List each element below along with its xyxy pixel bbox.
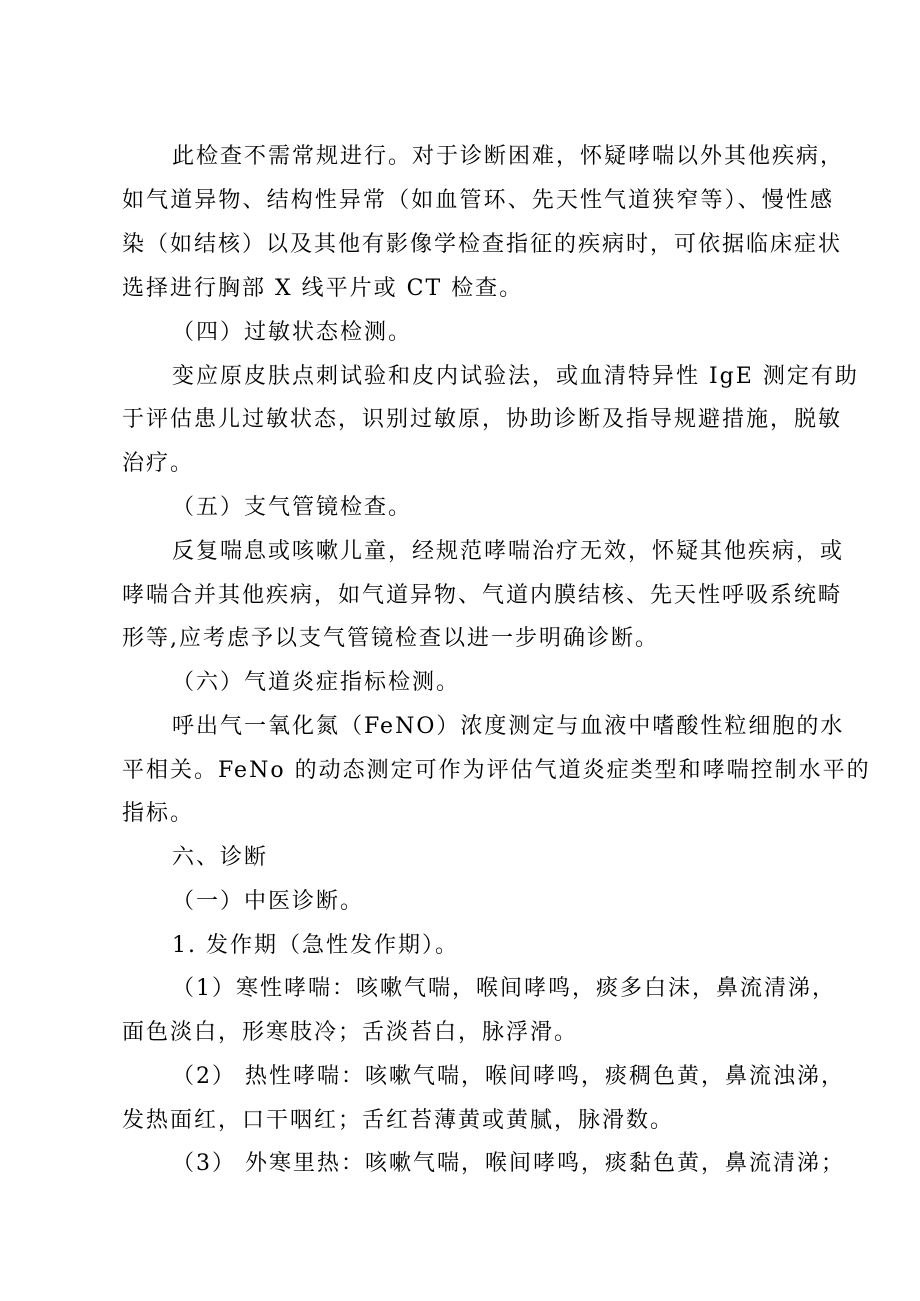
paragraph-line: （3） 外寒里热：咳嗽气喘，喉间哮鸣，痰黏色黄，鼻流清涕； [172, 1151, 845, 1176]
paragraph-line: 染（如结核）以及其他有影像学检查指征的疾病时，可依据临床症状 [122, 232, 843, 257]
paragraph-line: （2） 热性哮喘：咳嗽气喘，喉间哮鸣，痰稠色黄，鼻流浊涕， [172, 1064, 845, 1089]
paragraph-line: （1）寒性哮喘：咳嗽气喘，喉间哮鸣，痰多白沫，鼻流清涕， [172, 976, 836, 1001]
paragraph-line: 面色淡白，形寒肢冷；舌淡苔白，脉浮滑。 [122, 1020, 579, 1045]
paragraph-line: 呼出气一氧化氮（FeNO）浓度测定与血液中嗜酸性粒细胞的水 [172, 714, 845, 739]
chapter-heading: 六、诊断 [172, 845, 269, 870]
paragraph-line: 平相关。FeNo 的动态测定可作为评估气道炎症类型和哮喘控制水平的 [122, 758, 871, 783]
paragraph-line: 形等,应考虑予以支气管镜检查以进一步明确诊断。 [122, 626, 659, 651]
paragraph-line: 变应原皮肤点刺试验和皮内试验法，或血清特异性 IgE 测定有助 [172, 364, 859, 389]
section-heading: （一）中医诊断。 [172, 889, 365, 914]
subsection-heading: 1. 发作期（急性发作期）。 [172, 933, 459, 958]
paragraph-line: 于评估患儿过敏状态，识别过敏原，协助诊断及指导规避措施，脱敏 [122, 407, 843, 432]
paragraph-line: 如气道异物、结构性异常（如血管环、先天性气道狭窄等）、慢性感 [122, 188, 834, 213]
section-heading: （四）过敏状态检测。 [172, 320, 413, 345]
paragraph-line: 发热面红，口干咽红；舌红苔薄黄或黄腻，脉滑数。 [122, 1108, 675, 1133]
paragraph-line: 此检查不需常规进行。对于诊断困难，怀疑哮喘以外其他疾病， [172, 144, 845, 169]
paragraph-line: 治疗。 [122, 451, 195, 476]
section-heading: （六）气道炎症指标检测。 [172, 670, 461, 695]
paragraph-line: 哮喘合并其他疾病，如气道异物、气道内膜结核、先天性呼吸系统畸 [122, 583, 843, 608]
paragraph-line: 选择进行胸部 X 线平片或 CT 检查。 [122, 276, 524, 301]
paragraph-line: 反复喘息或咳嗽儿童，经规范哮喘治疗无效，怀疑其他疾病，或 [172, 539, 845, 564]
paragraph-line: 指标。 [122, 801, 195, 826]
section-heading: （五）支气管镜检查。 [172, 495, 413, 520]
